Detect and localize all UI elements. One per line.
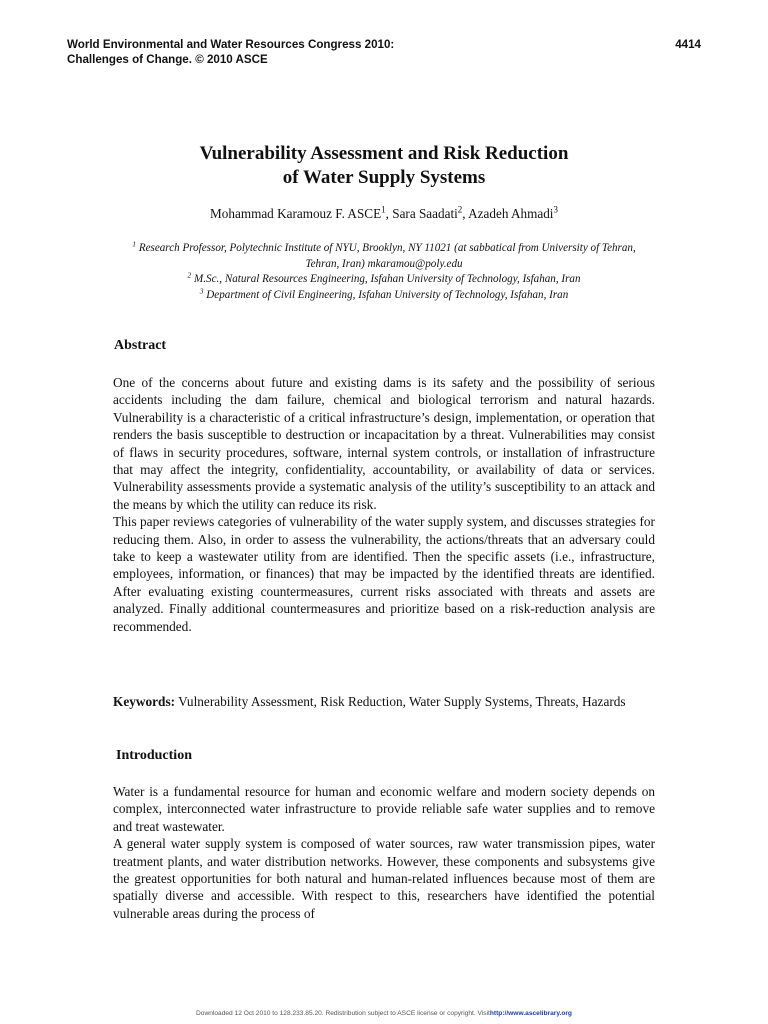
author-separator: , (385, 206, 393, 221)
author-list (0, 205, 768, 223)
paper-title (0, 142, 768, 190)
author-sup: 2 (457, 204, 463, 215)
affiliation-sup: 2 (187, 270, 192, 280)
conference-subtitle: Challenges of Change. © 2010 ASCE (67, 53, 268, 66)
page-number: 4414 (675, 38, 701, 51)
title-line-1: Vulnerability Assessment and Risk Reduction (199, 143, 569, 164)
keywords-label: Keywords: (113, 694, 176, 709)
introduction-paragraph-2: A general water supply system is composed of water sources, raw water transmission pipes, water treatment plants, and water distribution networks. However, these components and subsystems give the greatest opportunities for both natural and human-related influences because most of them are spatially diverse and accessible. With respect to this, researchers have identified the potential vulnerable areas during the process of (113, 836, 655, 921)
affiliations (114, 241, 654, 303)
author-sup: 3 (553, 204, 558, 215)
author-name: Mohammad Karamouz F. ASCE (210, 206, 382, 221)
download-footer (0, 1010, 768, 1017)
ascelibrary-link[interactable]: http://www.ascelibrary.org (489, 1010, 572, 1017)
affiliation-sup: 1 (132, 239, 137, 249)
affiliation-text: Department of Civil Engineering, Isfahan University of Technology, Isfahan, Iran (206, 288, 569, 301)
introduction-heading: Introduction (116, 748, 192, 763)
conference-name: World Environmental and Water Resources Congress 2010: (67, 38, 395, 51)
abstract-heading: Abstract (114, 338, 167, 353)
keywords (113, 693, 655, 711)
author-name: Sara Saadati (392, 206, 458, 221)
footer-text: Downloaded 12 Oct 2010 to 128.233.85.20. Redistribution subject to ASCE license or copyright. Visit (196, 1010, 490, 1017)
introduction-paragraph-1: Water is a fundamental resource for human and economic welfare and modern society depends on complex, interconnected water infrastructure to provide reliable safe water supplies and to remove and treat wastewater. (113, 784, 655, 834)
affiliation (114, 285, 654, 304)
keywords-text: Vulnerability Assessment, Risk Reduction, Water Supply Systems, Threats, Hazards (175, 694, 626, 709)
author-separator: , (462, 206, 469, 221)
affiliation-text: M.Sc., Natural Resources Engineering, Isfahan University of Technology, Isfahan, Iran (194, 273, 581, 285)
introduction-body (113, 783, 655, 922)
abstract-paragraph-1: One of the concerns about future and existing dams is its safety and the possibility of serious accidents including the dam failure, chemical and biological terrorism and natural hazards. Vulnerability is a characteristic of a critical infrastructure’s design, implementation, or operation that renders the basis susceptible to destruction or incapacitation by a threat. Vulnerabilities may consist of flaws in security procedures, software, internal system controls, or installation of infrastructure that may affect the integrity, confidentiality, accountability, or availability of data or services. Vulnerability assessments provide a systematic analysis of the utility’s susceptibility to an attack and the means by which the utility can reduce its risk. (113, 375, 655, 512)
abstract-body (113, 374, 655, 635)
title-line-2: of Water Supply Systems (282, 167, 486, 188)
running-header (67, 37, 701, 67)
author-name: Azadeh Ahmadi (468, 206, 554, 221)
affiliation-text: Research Professor, Polytechnic Institute of NYU, Brooklyn, NY 11021 (at sabbatical from University of Tehran, Tehran, Iran) mkaramou@poly.edu (138, 242, 636, 270)
author-sup: 1 (381, 204, 386, 215)
affiliation (114, 241, 654, 272)
affiliation-sup: 3 (199, 285, 204, 295)
affiliation (114, 272, 654, 288)
abstract-paragraph-2: This paper reviews categories of vulnerability of the water supply system, and discusses strategies for reducing them. Also, in order to assess the vulnerability, the actions/threats that an adversary could take to keep a wastewater utility from are identified. Then the specific assets (i.e., infrastructure, employees, information, or finances) that may be impacted by the identified threats are identified. After evaluating existing countermeasures, current risks associated with threats and assets are analyzed. Finally additional countermeasures and prioritize based on a risk-reduction analysis are recommended. (113, 514, 655, 634)
